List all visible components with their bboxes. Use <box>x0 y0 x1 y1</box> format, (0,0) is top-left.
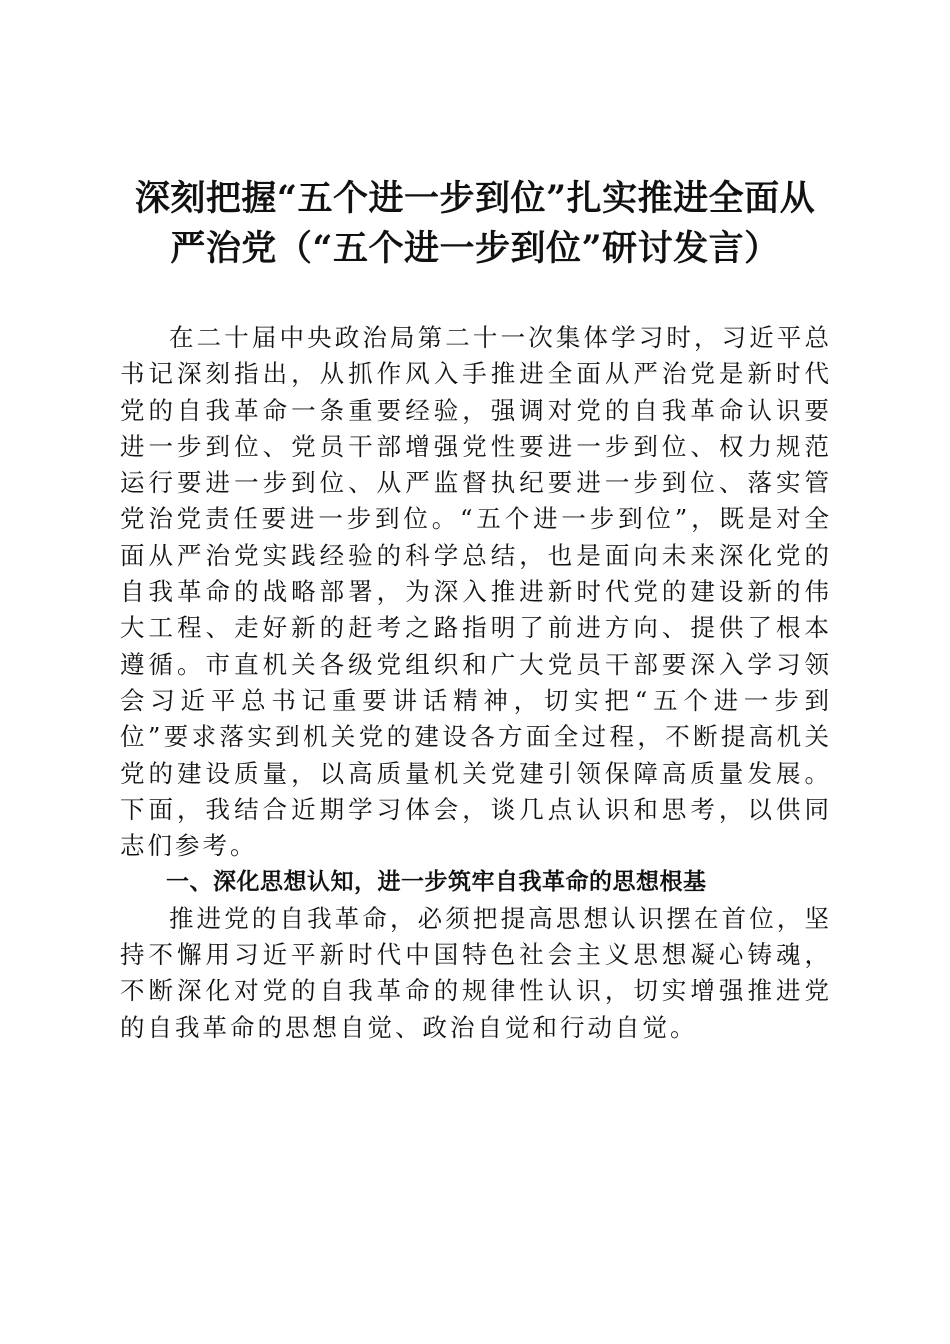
title-line-2: 严治党（“五个进一步到位”研讨发言） <box>170 228 780 269</box>
intro-paragraph: 在二十届中央政治局第二十一次集体学习时，习近平总书记深刻指出，从抓作风入手推进全面从严治党是新时代党的自我革命一条重要经验，强调对党的自我革命认识要进一步到位、党员干部增强党性要进一步到位、权力规范运行要进一步到位、从严监督执纪要进一步到位、落实管党治党责任要进一步到位。“五个进一步到位”，既是对全面从严治党实践经验的科学总结，也是面向未来深化党的自我革命的战略部署，为深入推进新时代党的建设新的伟大工程、走好新的赶考之路指明了前进方向、提供了根本遵循。市直机关各级党组织和广大党员干部要深入学习领会习近平总书记重要讲话精神，切实把“五个进一步到位”要求落实到机关党的建设各方面全过程，不断提高机关党的建设质量，以高质量机关党建引领保障高质量发展。下面，我结合近期学习体会，谈几点认识和思考，以供同志们参考。 <box>120 323 832 861</box>
title-line-1: 深刻把握“五个进一步到位”扎实推进全面从 <box>134 178 816 219</box>
document-body <box>120 320 832 1046</box>
section-1-paragraph: 推进党的自我革命，必须把提高思想认识摆在首位，坚持不懈用习近平新时代中国特色社会主义思想凝心铸魂，不断深化对党的自我革命的规律性认识，切实增强推进党的自我革命的思想自觉、政治自觉和行动自觉。 <box>120 903 832 1042</box>
section-heading-1: 一、深化思想认知，进一步筑牢自我革命的思想根基 <box>166 869 707 896</box>
document-title <box>90 174 860 274</box>
